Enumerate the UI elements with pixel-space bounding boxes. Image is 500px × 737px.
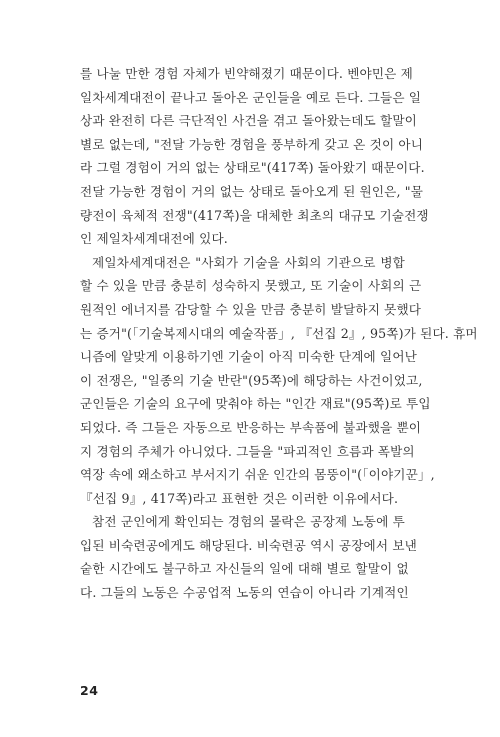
text-line: 상과 완전히 다른 극단적인 사건을 겪고 돌아왔는데도 할말이	[80, 113, 417, 129]
paragraph-end-line: 『선집 9』, 417쪽)라고 표현한 것은 이러한 이유에서다.	[80, 490, 399, 506]
text-line: 역장 속에 왜소하고 부서지기 쉬운 인간의 몸뚱이"(「이야기꾼」,	[80, 467, 435, 483]
text-line: 이 전쟁은, "일종의 기술 반란"(95쪽)에 해당하는 사건이었고,	[80, 372, 423, 388]
text-line: 군인들은 기술의 요구에 맞춰야 하는 "인간 재료"(95쪽)로 투입	[80, 396, 431, 412]
text-line: 일차세계대전이 끝나고 돌아온 군인들을 예로 든다. 그들은 일	[80, 89, 422, 105]
text-line: 할 수 있을 만큼 충분히 성숙하지 못했고, 또 기술이 사회의 근	[80, 278, 422, 294]
text-line: 원적인 에너지를 감당할 수 있을 만큼 충분히 발달하지 못했다	[80, 301, 422, 317]
paragraph-first-line: 제일차세계대전은 "사회가 기술을 사회의 기관으로 병합	[92, 254, 405, 270]
text-line: 별로 없는데, "전달 가능한 경험을 풍부하게 갖고 온 것이 아니	[80, 136, 424, 152]
text-line: 라 그럴 경험이 거의 없는 상태로"(417쪽) 돌아왔기 때문이다.	[80, 160, 425, 176]
paragraph-end-line: 인 제일차세계대전에 있다.	[80, 231, 228, 247]
text-line: 니즘에 알맞게 이용하기엔 기술이 아직 미숙한 단계에 일어난	[80, 349, 417, 365]
body-text	[80, 62, 478, 605]
text-line: 는 증거"(「기술복제시대의 예술작품」, 『선집 2』, 95쪽)가 된다. 휴머	[80, 325, 478, 341]
text-line: 지 경험의 주체가 아니었다. 그들을 "파괴적인 흐름과 폭발의	[80, 443, 415, 459]
text-line: 되었다. 즉 그들은 자동으로 반응하는 부속품에 불과했을 뿐이	[80, 419, 422, 435]
text-line: 량전이 육체적 전쟁"(417쪽)을 대체한 최초의 대규모 기술전쟁	[80, 207, 429, 223]
text-line: 입된 비숙련공에게도 해당된다. 비숙련공 역시 공장에서 보낸	[80, 537, 417, 553]
paragraph-first-line: 참전 군인에게 확인되는 경험의 몰락은 공장제 노동에 투	[92, 514, 405, 530]
text-line: 전달 가능한 경험이 거의 없는 상태로 돌아오게 된 원인은, "물	[80, 183, 424, 199]
page-number: 24	[80, 683, 99, 698]
text-line: 다. 그들의 노동은 수공업적 노동의 연습이 아니라 기계적인	[80, 585, 409, 601]
text-line: 를 나눌 만한 경험 자체가 빈약해졌기 때문이다. 벤야민은 제	[80, 66, 413, 81]
text-line: 숱한 시간에도 불구하고 자신들의 일에 대해 별로 할말이 없	[80, 561, 409, 577]
